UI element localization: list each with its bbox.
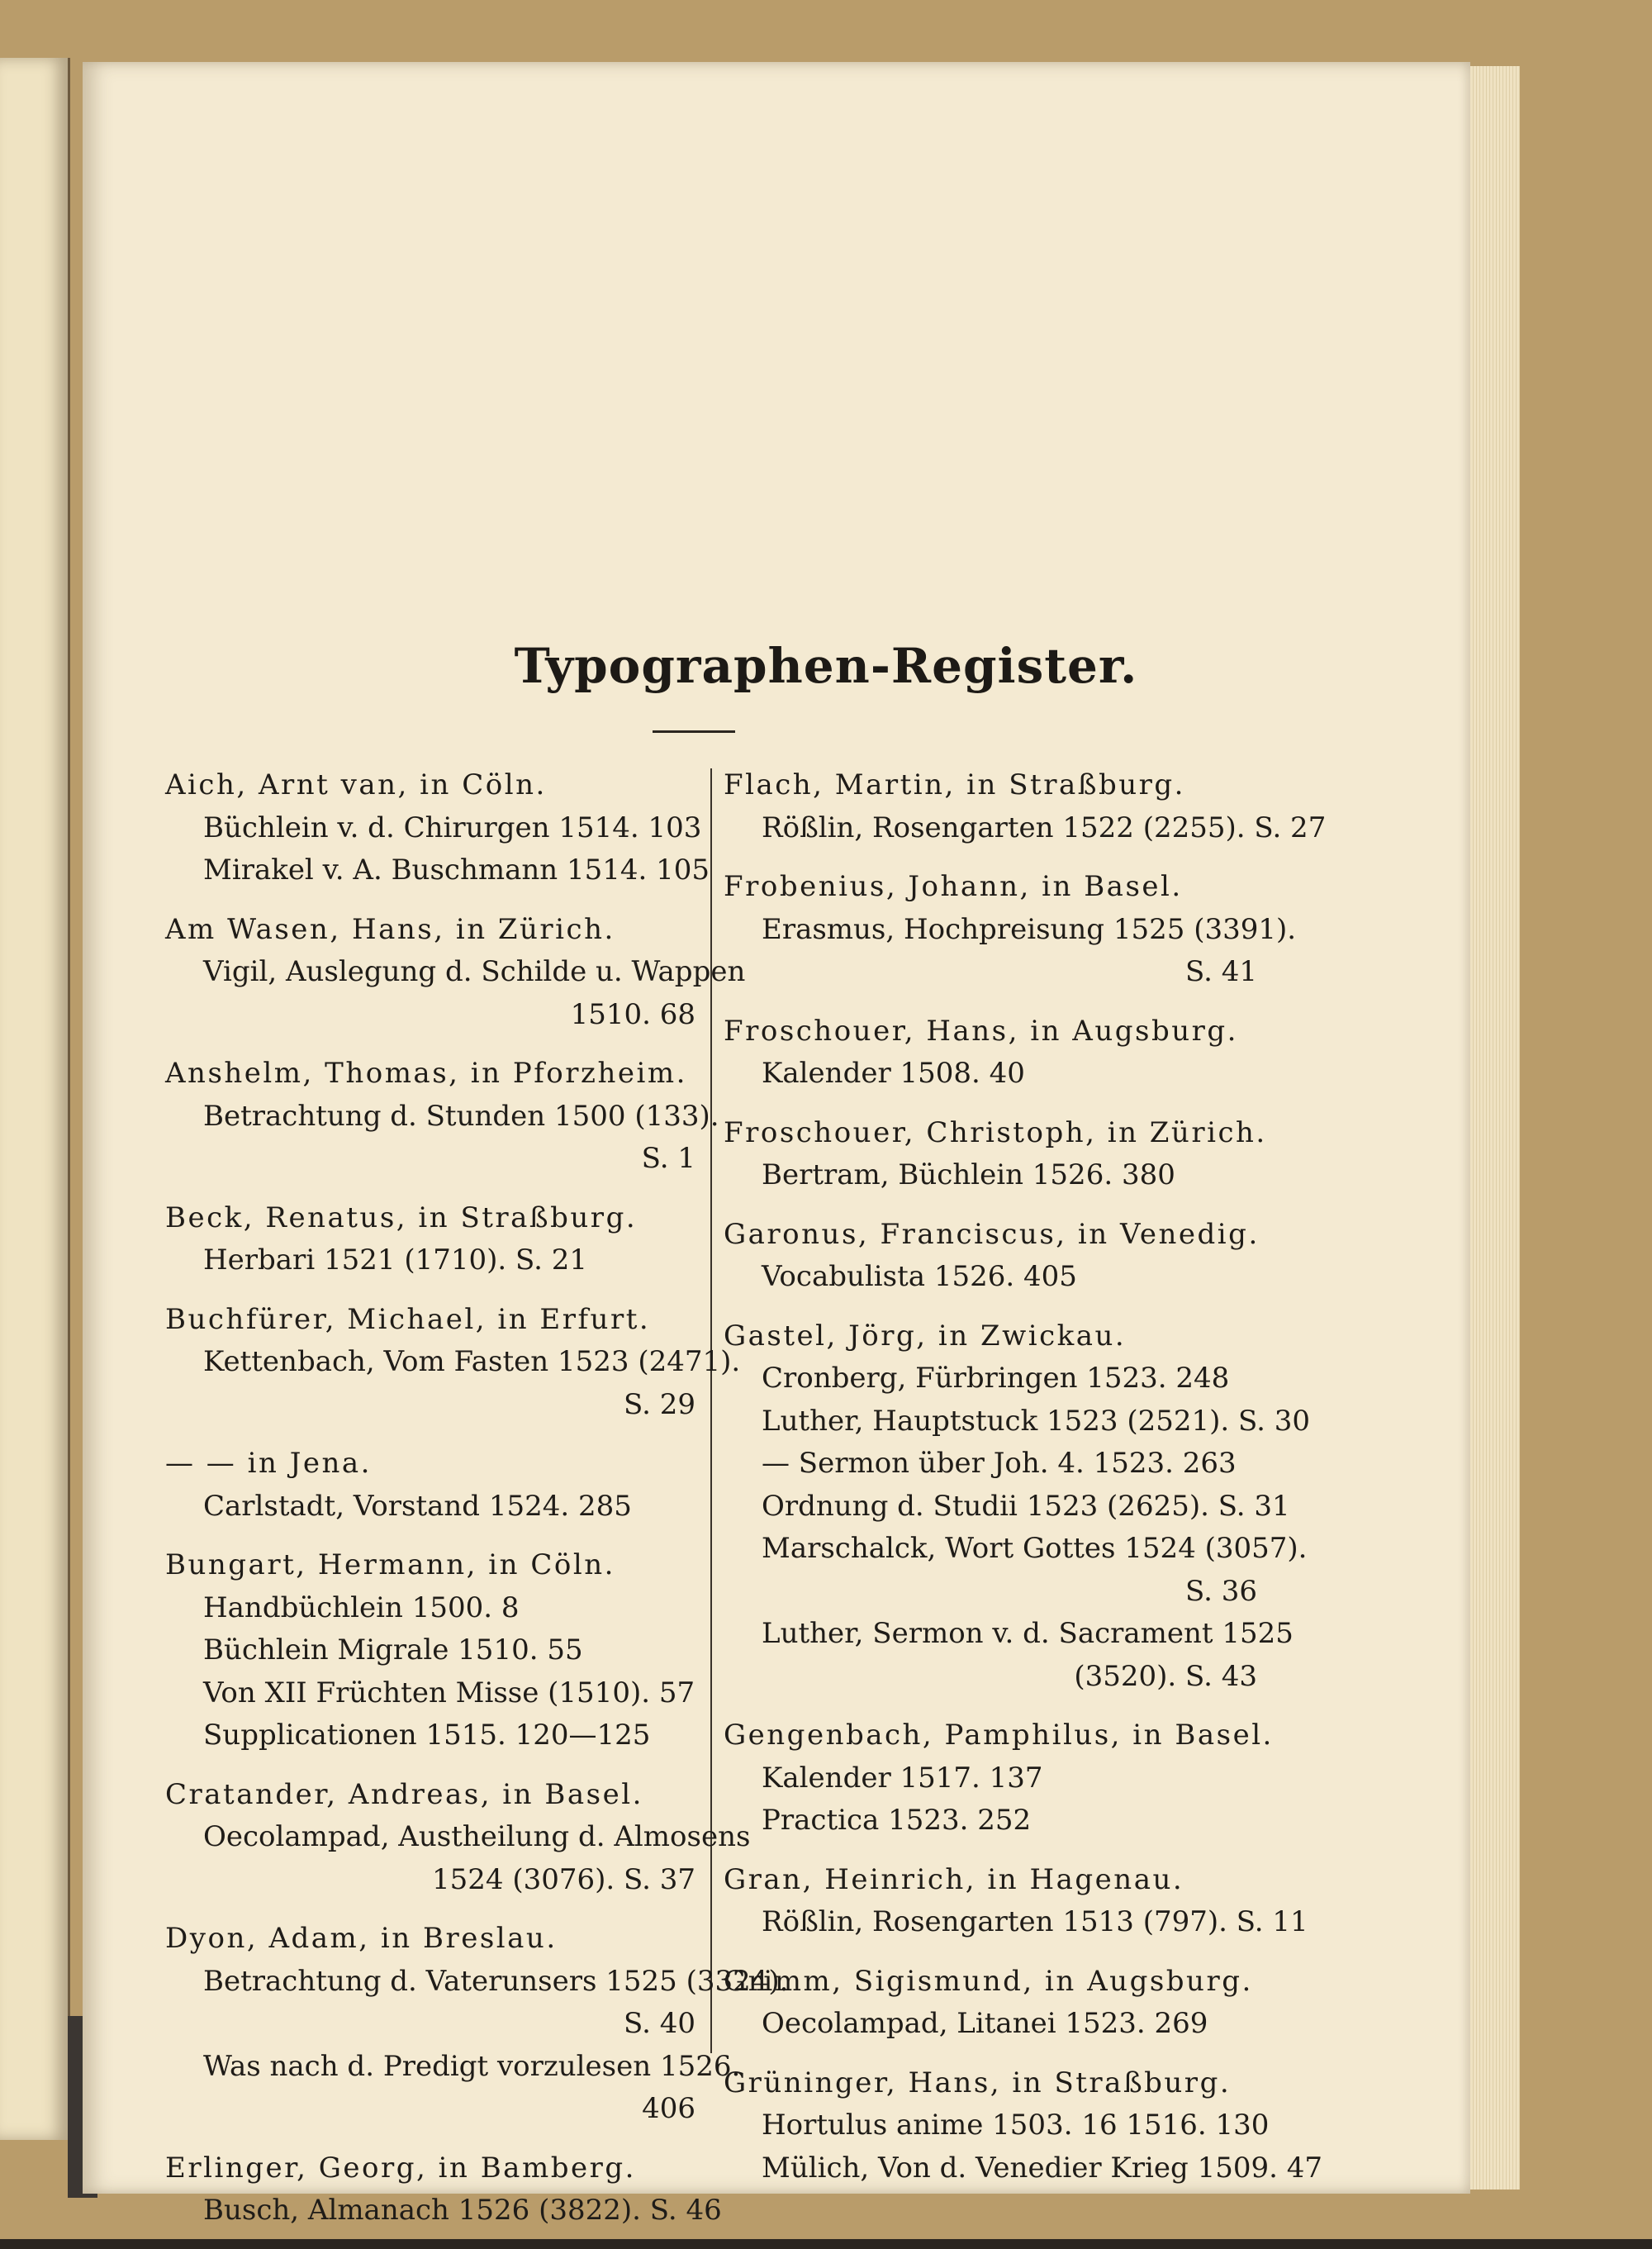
index-entry	[165, 1197, 702, 1282]
entry-line: Practica 1523. 252	[762, 1804, 1032, 1837]
entry-line: 1524 (3076). S. 37	[432, 1862, 695, 1896]
entry-line: (3520). S. 43	[1074, 1659, 1257, 1693]
index-entry	[724, 1859, 1308, 1944]
left-column	[165, 764, 789, 2249]
entry-line: Busch, Almanach 1526 (3822). S. 46	[203, 2194, 722, 2227]
index-entry	[165, 2147, 722, 2232]
entry-line: Carlstadt, Vorstand 1524. 285	[203, 1489, 632, 1523]
entry-line: Cronberg, Fürbringen 1523. 248	[762, 1362, 1230, 1395]
entry-line: Mülich, Von d. Venedier Krieg 1509. 47	[762, 2151, 1323, 2185]
facing-page-edge	[0, 58, 70, 2140]
index-entry	[724, 764, 1327, 849]
entry-line: Hortulus anime 1503. 16 1516. 130	[762, 2109, 1270, 2142]
entry-heading: Frobenius, Johann, in Basel.	[724, 870, 1183, 903]
entry-line: Von XII Früchten Misse (1510). 57	[203, 1676, 695, 1709]
entry-line: Rößlin, Rosengarten 1513 (797). S. 11	[762, 1905, 1308, 1938]
entry-line: Marschalck, Wort Gottes 1524 (3057).	[762, 1532, 1308, 1565]
entry-heading: Bungart, Hermann, in Cöln.	[165, 1548, 615, 1581]
page-title: Typographen-Register.	[514, 638, 1138, 694]
entry-heading: Gengenbach, Pamphilus, in Basel.	[724, 1719, 1274, 1752]
entry-heading: Gran, Heinrich, in Hagenau.	[724, 1862, 1184, 1896]
entry-line: S. 29	[624, 1387, 695, 1421]
entry-line: Luther, Hauptstuck 1523 (2521). S. 30	[762, 1404, 1310, 1438]
entry-line: Herbari 1521 (1710). S. 21	[203, 1243, 587, 1277]
index-entry	[165, 1299, 741, 1427]
entry-line: S. 41	[1185, 955, 1257, 988]
right-column	[724, 764, 1327, 2206]
index-entry	[724, 1315, 1310, 1699]
entry-heading: Cratander, Andreas, in Basel.	[165, 1777, 643, 1811]
entry-line: Ordnung d. Studii 1523 (2625). S. 31	[762, 1489, 1290, 1523]
entry-line: Oecolampad, Austheilung d. Almosens	[203, 1820, 751, 1853]
entry-heading: — — in Jena.	[165, 1447, 372, 1480]
entry-heading: Gastel, Jörg, in Zwickau.	[724, 1319, 1127, 1353]
entry-line: Luther, Sermon v. d. Sacrament 1525	[762, 1617, 1294, 1650]
entry-heading: Grimm, Sigismund, in Augsburg.	[724, 1964, 1253, 1998]
entry-heading: Grüninger, Hans, in Straßburg.	[724, 2066, 1232, 2099]
index-entry	[724, 1010, 1264, 1096]
entry-line: S. 40	[624, 2007, 695, 2040]
entry-heading: Garonus, Franciscus, in Venedig.	[724, 1217, 1260, 1251]
entry-line: Bertram, Büchlein 1526. 380	[762, 1158, 1175, 1191]
entry-heading: Dyon, Adam, in Breslau.	[165, 1922, 558, 1955]
entry-heading: Beck, Renatus, in Straßburg.	[165, 1201, 638, 1234]
entry-heading: Anshelm, Thomas, in Pforzheim.	[165, 1057, 687, 1090]
entry-heading: Am Wasen, Hans, in Zürich.	[165, 912, 615, 946]
entry-line: Betrachtung d. Stunden 1500 (133).	[203, 1099, 719, 1133]
index-entry	[724, 2062, 1323, 2190]
entry-line: 406	[642, 2092, 695, 2125]
entry-line: Vocabulista 1526. 405	[762, 1260, 1077, 1293]
entry-line: Vigil, Auslegung d. Schilde u. Wappen	[203, 955, 746, 988]
entry-line: Büchlein Migrale 1510. 55	[203, 1633, 583, 1667]
entry-line: Kalender 1517. 137	[762, 1761, 1043, 1795]
index-entry	[724, 1961, 1264, 2046]
entry-line: Rößlin, Rosengarten 1522 (2255). S. 27	[762, 811, 1327, 844]
entry-line: S. 1	[641, 1142, 695, 1175]
index-entry	[724, 866, 1297, 994]
entry-line: Supplicationen 1515. 120—125	[203, 1719, 651, 1752]
entry-line: S. 36	[1185, 1574, 1257, 1608]
entry-line: Kalender 1508. 40	[762, 1057, 1025, 1090]
title-rule	[653, 730, 735, 733]
entry-heading: Aich, Arnt van, in Cöln.	[165, 768, 547, 801]
entry-line: Was nach d. Predigt vorzulesen 1526.	[203, 2049, 741, 2083]
index-entry	[724, 1714, 1274, 1842]
entry-heading: Froschouer, Christoph, in Zürich.	[724, 1115, 1267, 1149]
entry-line: Büchlein v. d. Chirurgen 1514. 103	[203, 811, 702, 844]
entry-line: — Sermon über Joh. 4. 1523. 263	[762, 1447, 1237, 1480]
index-entry	[165, 1774, 751, 1902]
entry-line: Erasmus, Hochpreisung 1525 (3391).	[762, 912, 1297, 946]
page-block-edges	[1470, 66, 1520, 2190]
entry-heading: Froschouer, Hans, in Augsburg.	[724, 1014, 1238, 1048]
entry-heading: Buchfürer, Michael, in Erfurt.	[165, 1302, 651, 1336]
index-entry	[165, 909, 746, 1037]
entry-line: 1510. 68	[570, 997, 695, 1031]
entry-line: Kettenbach, Vom Fasten 1523 (2471).	[203, 1345, 741, 1378]
entry-line: Mirakel v. A. Buschmann 1514. 105	[203, 853, 710, 887]
index-entry	[165, 764, 710, 892]
index-entry	[165, 1918, 789, 2131]
index-entry	[724, 1112, 1267, 1197]
entry-heading: Erlinger, Georg, in Bamberg.	[165, 2151, 636, 2185]
entry-line: Betrachtung d. Vaterunsers 1525 (3324).	[203, 1964, 789, 1998]
index-entry	[165, 1053, 719, 1181]
index-entry	[724, 1214, 1264, 1299]
entry-heading: Flach, Martin, in Straßburg.	[724, 768, 1185, 801]
index-entry	[165, 1544, 702, 1757]
entry-line: Oecolampad, Litanei 1523. 269	[762, 2007, 1208, 2040]
index-entry	[165, 1443, 702, 1528]
entry-line: Handbüchlein 1500. 8	[203, 1590, 520, 1624]
